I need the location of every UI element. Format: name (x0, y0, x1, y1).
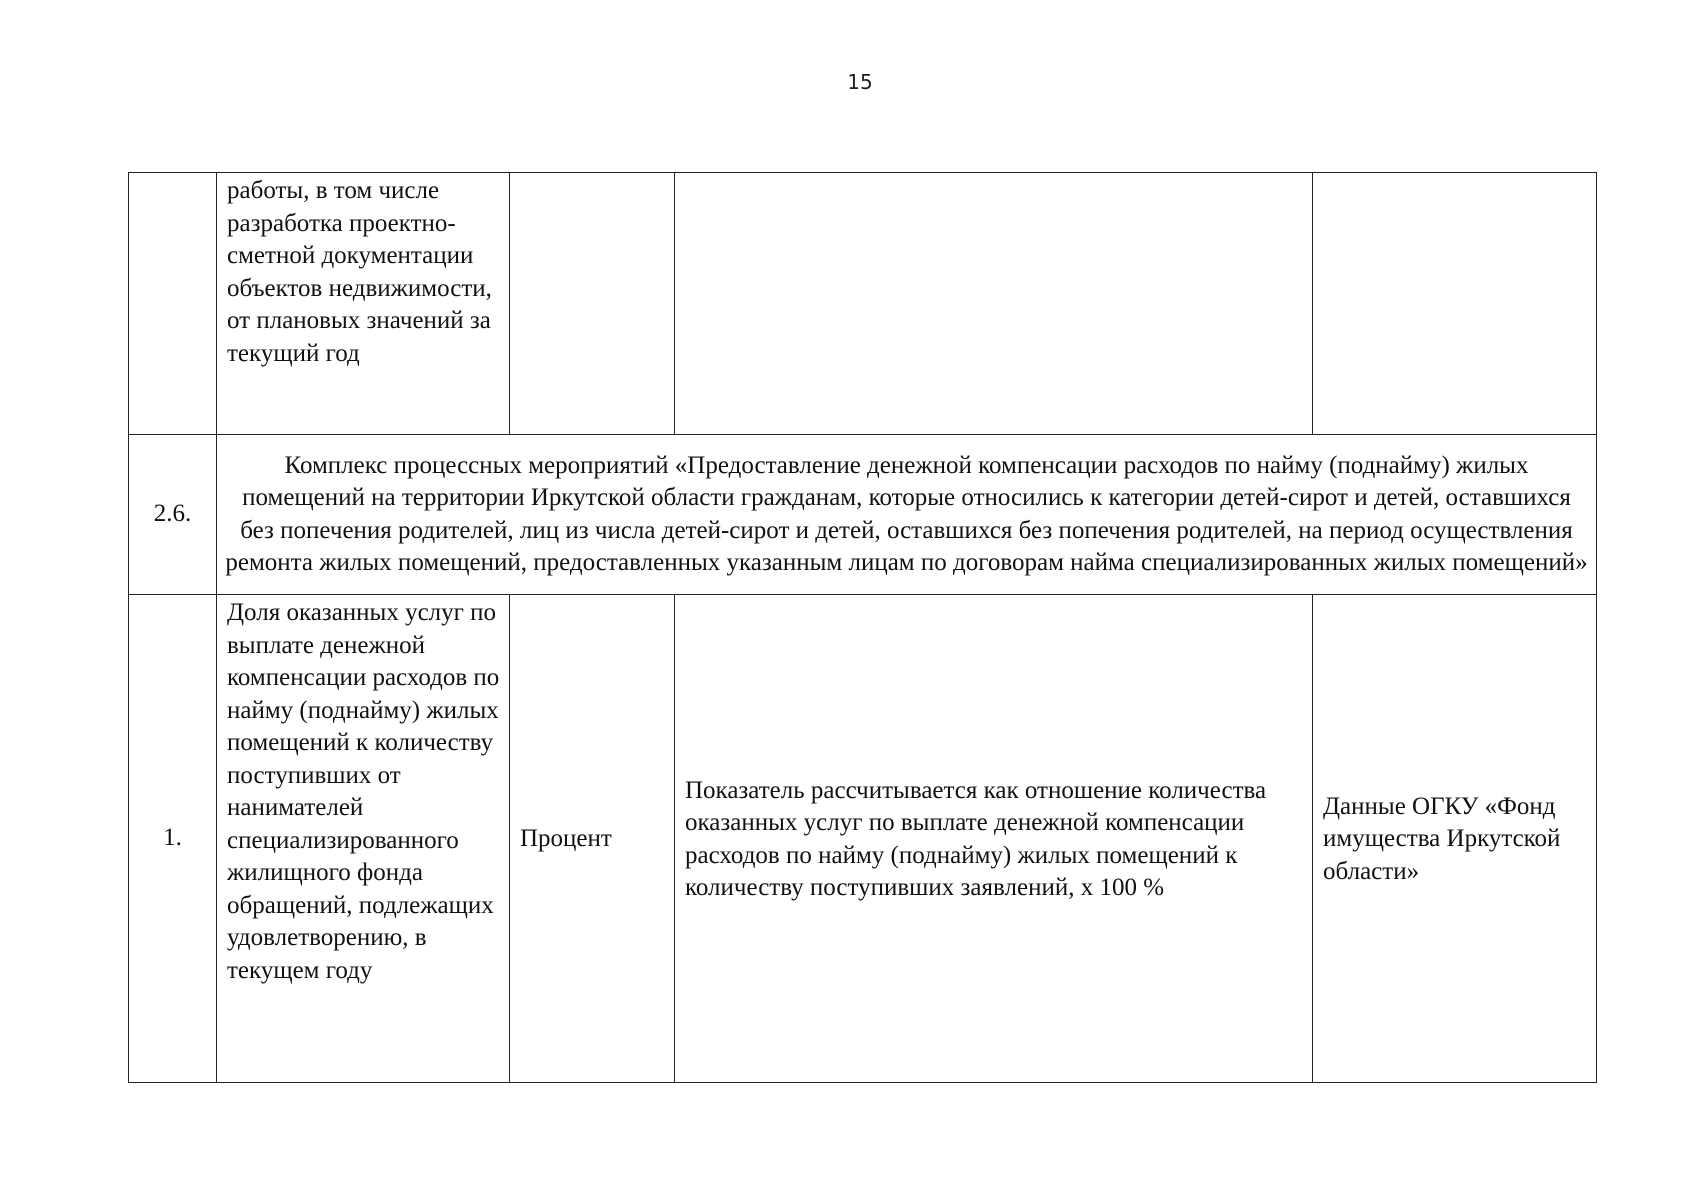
cell-num: 1. (129, 595, 217, 1083)
indicators-table (128, 172, 1597, 1083)
cell-unit (510, 173, 675, 435)
table-row (129, 595, 1597, 1083)
cell-method (675, 173, 1313, 435)
cell-unit: Процент (510, 595, 675, 1083)
section-number: 2.6. (129, 435, 217, 595)
cell-indicator-name: работы, в том числе разработка проектно-сметной документации объектов недвижимости, от плановых значений за текущий год (217, 173, 510, 435)
cell-source: Данные ОГКУ «Фонд имущества Иркутской области» (1313, 595, 1597, 1083)
table-row-continuation (129, 173, 1597, 435)
table-row-section (129, 435, 1597, 595)
cell-source (1313, 173, 1597, 435)
section-title: Комплекс процессных мероприятий «Предоставление денежной компенсации расходов по найму (поднайму) жилых помещений на территории Иркутской области гражданам, которые относились к категории детей-сирот и детей, оставшихся без попечения родителей, лиц из числа детей-сирот и детей, оставшихся без попечения родителей, на период осуществления ремонта жилых помещений, предоставленных указанным лицам по договорам найма специализированных жилых помещений» (217, 435, 1597, 595)
page-number: 15 (847, 70, 873, 94)
cell-num (129, 173, 217, 435)
cell-method: Показатель рассчитывается как отношение количества оказанных услуг по выплате денежной компенсации расходов по найму (поднайму) жилых помещений к количеству поступивших заявлений, х 100 % (675, 595, 1313, 1083)
cell-indicator-name: Доля оказанных услуг по выплате денежной компенсации расходов по найму (поднайму) жилых помещений к количеству поступивших от нанимателей специализированного жилищного фонда обращений, подлежащих удовлетворению, в текущем году (217, 595, 510, 1083)
